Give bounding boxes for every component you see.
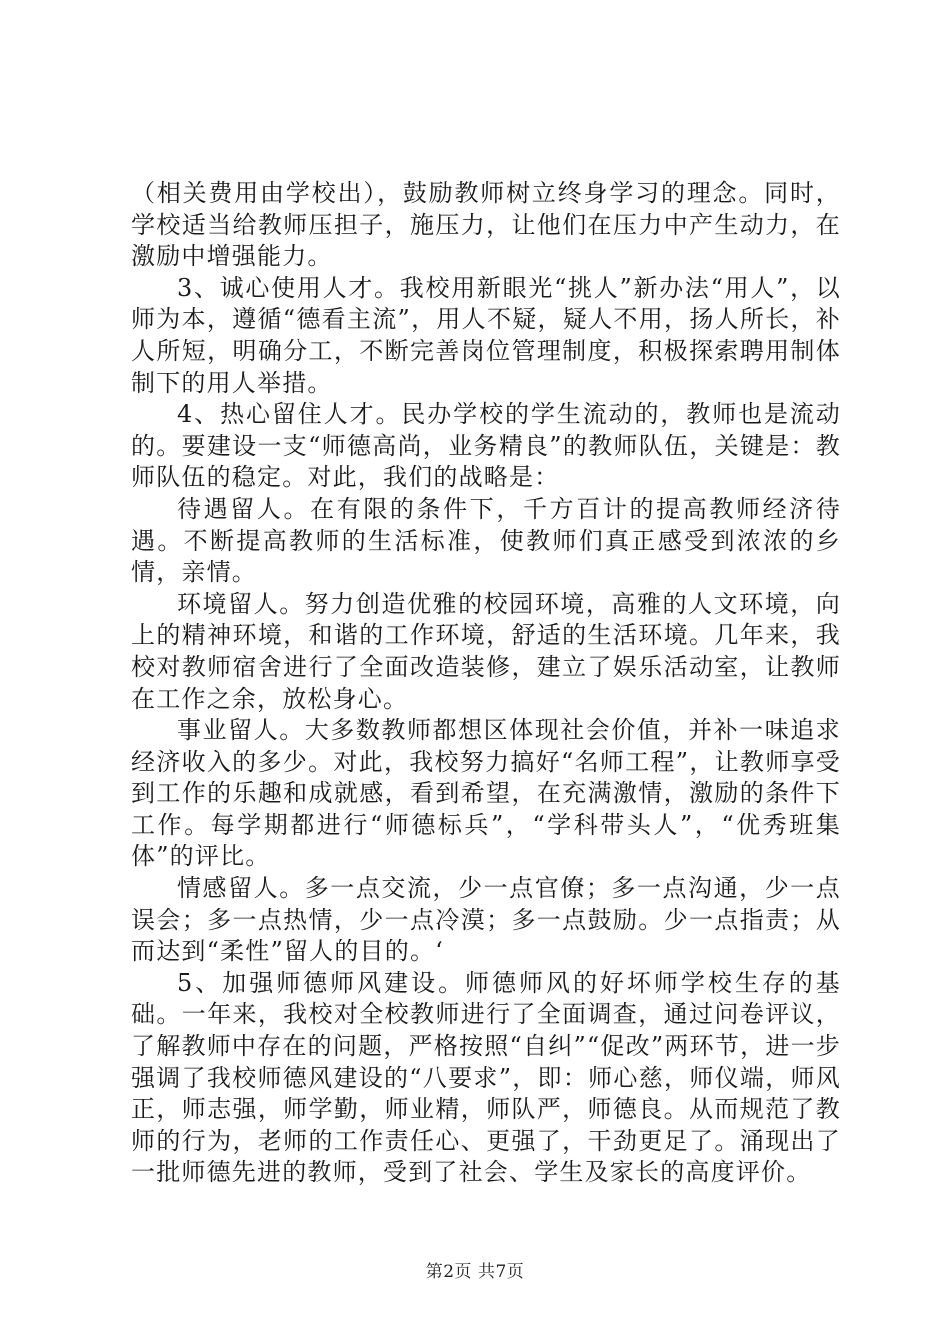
- paragraph-point-3: 3、诚心使用人才。我校用新眼光“挑人”新办法“用人”，以师为本，遵循“德看主流”，用人不疑，疑人不用，扬人所长，补人所短，明确分工，不断完善岗位管理制度，积极探索聘用制体制下的用人举措。: [131, 273, 841, 397]
- document-body: [131, 178, 841, 1189]
- paragraph-continuation: （相关费用由学校出），鼓励教师树立终身学习的理念。同时，学校适当给教师压担子，施压力，让他们在压力中产生动力，在激励中增强能力。: [131, 179, 841, 271]
- paragraph-point-4: 4、热心留住人才。民办学校的学生流动的，教师也是流动的。要建设一支“师德高尚，业务精良”的教师队伍，关键是：教师队伍的稳定。对此，我们的战略是：: [131, 400, 841, 492]
- page-number-footer: 第2页 共7页: [425, 1262, 525, 1282]
- paragraph-point-5: 5、加强师德师风建设。师德师风的好坏师学校生存的基础。一年来，我校对全校教师进行了全面调查，通过问卷评议，了解教师中存在的问题，严格按照“自纠”“促改”两环节，进一步强调了我校师德风建设的“八要求”，即：师心慈，师仪端，师风正，师志强，师学勤，师业精，师队严，师德良。从而规范了教师的行为，老师的工作责任心、更强了，干劲更足了。涌现出了一批师德先进的教师，受到了社会、学生及家长的高度评价。: [131, 968, 841, 1187]
- paragraph-environment: 环境留人。努力创造优雅的校园环境，高雅的人文环境，向上的精神环境，和谐的工作环境，舒适的生活环境。几年来，我校对教师宿舍进行了全面改造装修，建立了娱乐活动室，让教师在工作之余，放松身心。: [131, 589, 841, 713]
- paragraph-career: 事业留人。大多数教师都想区体现社会价值，并补一味追求经济收入的多少。对此，我校努力搞好“名师工程”，让教师享受到工作的乐趣和成就感，看到希望，在充满激情，激励的条件下工作。每学期都进行“师德标兵”，“学科带头人”，“优秀班集体”的评比。: [131, 716, 841, 871]
- paragraph-emotion: 情感留人。多一点交流，少一点官僚；多一点沟通，少一点误会；多一点热情，少一点冷漠；多一点鼓励。少一点指责；从而达到“柔性”留人的目的。‘: [131, 874, 841, 966]
- paragraph-treatment: 待遇留人。在有限的条件下，千方百计的提高教师经济待遇。不断提高教师的生活标准，使教师们真正感受到浓浓的乡情，亲情。: [131, 494, 841, 587]
